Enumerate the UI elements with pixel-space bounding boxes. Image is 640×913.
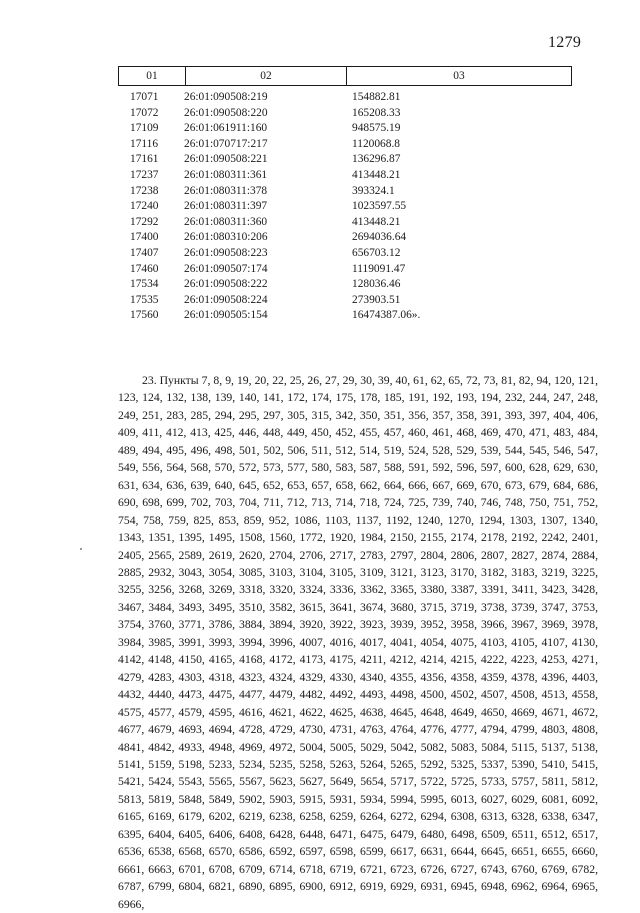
table-body [118,90,572,324]
table-cell-3: 413448.21 [352,215,401,228]
table-cell-2: 26:01:080311:360 [184,215,268,228]
table-cell-3: 273903.51 [352,293,401,306]
table-cell-3: 656703.12 [352,246,401,259]
table-cell-2: 26:01:090508:224 [184,293,268,306]
table-cell-2: 26:01:090508:221 [184,153,268,166]
table-cell-2: 26:01:080311:397 [184,200,268,213]
table-cell-1: 17535 [130,293,159,306]
table-row [118,308,572,324]
table-cell-3: 128036.46 [352,278,401,291]
table-cell-3: 154882.81 [352,91,401,103]
table-cell-2: 26:01:090508:220 [184,106,268,119]
table-row [118,152,572,168]
table-cell-1: 17071 [130,91,159,103]
column-header-03: 03 [453,70,465,82]
table-cell-2: 26:01:080311:361 [184,168,268,181]
table-row [118,246,572,262]
table-cell-2: 26:01:090508:223 [184,246,268,259]
table-cell-2: 26:01:090507:174 [184,262,268,275]
table-cell-3: 393324.1 [352,184,395,197]
table-cell-2: 26:01:080311:378 [184,184,268,197]
table-row [118,168,572,184]
paragraph-23: 23. Пункты 7, 8, 9, 19, 20, 22, 25, 26, 27, 29, 30, 39, 40, 61, 62, 65, 72, 73, 81, 82, 94, 120, 121, 123, 124, 132, 138, 139, 140, 141, 172, 174, 175, 178, 185, 191, 192, 193, 194, 232, 244, 247, 248, 249, 251, 283, 285, 294, 295, 297, 305, 315, 342, 350, 351, 356, 357, 358, 391, 393, 397, 404, 406, 409, 411, 412, 413, 425, 446, 448, 449, 450, 452, 455, 457, 460, 461, 468, 469, 470, 471, 483, 484, 489, 494, 495, 496, 498, 501, 502, 506, 511, 512, 514, 519, 524, 528, 529, 539, 544, 545, 546, 547, 549, 556, 564, 568, 570, 572, 573, 577, 580, 583, 587, 588, 591, 592, 596, 597, 600, 628, 629, 630, 631, 634, 636, 639, 640, 645, 652, 653, 657, 658, 662, 664, 666, 667, 669, 670, 673, 679, 684, 686, 690, 698, 699, 702, 703, 704, 711, 712, 713, 714, 718, 724, 725, 739, 740, 746, 748, 750, 751, 752, 754, 758, 759, 825, 853, 859, 952, 1086, 1103, 1137, 1192, 1240, 1270, 1294, 1303, 1307, 1340, 1343, 1351, 1395, 1495, 1508, 1560, 1772, 1920, 1984, 2150, 2155, 2174, 2178, 2192, 2242, 2401, 2405, 2565, 2589, 2619, 2620, 2704, 2706, 2717, 2783, 2797, 2804, 2806, 2807, 2827, 2874, 2884, 2885, 2932, 3043, 3054, 3085, 3103, 3104, 3105, 3109, 3121, 3123, 3170, 3182, 3183, 3219, 3225, 3255, 3256, 3268, 3269, 3318, 3320, 3324, 3336, 3362, 3365, 3380, 3387, 3391, 3411, 3423, 3428, 3467, 3484, 3493, 3495, 3510, 3582, 3615, 3641, 3674, 3680, 3715, 3719, 3738, 3739, 3747, 3753, 3754, 3760, 3771, 3786, 3884, 3894, 3920, 3922, 3923, 3939, 3952, 3958, 3966, 3967, 3969, 3978, 3984, 3985, 3991, 3993, 3994, 3996, 4007, 4016, 4017, 4041, 4054, 4075, 4103, 4105, 4107, 4130, 4142, 4148, 4150, 4165, 4168, 4172, 4173, 4175, 4211, 4212, 4214, 4215, 4222, 4223, 4253, 4271, 4279, 4283, 4303, 4318, 4323, 4324, 4329, 4330, 4340, 4355, 4356, 4358, 4359, 4378, 4396, 4403, 4432, 4440, 4473, 4475, 4477, 4479, 4482, 4492, 4493, 4498, 4500, 4502, 4507, 4508, 4513, 4558, 4575, 4577, 4579, 4595, 4616, 4621, 4622, 4625, 4638, 4645, 4648, 4649, 4650, 4669, 4671, 4672, 4677, 4679, 4693, 4694, 4728, 4729, 4730, 4731, 4763, 4764, 4776, 4777, 4794, 4799, 4803, 4808, 4841, 4842, 4933, 4948, 4969, 4972, 5004, 5005, 5029, 5042, 5082, 5083, 5084, 5115, 5137, 5138, 5141, 5159, 5198, 5233, 5234, 5235, 5258, 5263, 5264, 5265, 5292, 5325, 5337, 5390, 5410, 5415, 5421, 5424, 5543, 5565, 5567, 5623, 5627, 5649, 5654, 5717, 5722, 5725, 5733, 5757, 5811, 5812, 5813, 5819, 5848, 5849, 5902, 5903, 5915, 5931, 5934, 5994, 5995, 6013, 6027, 6029, 6081, 6092, 6165, 6169, 6179, 6202, 6219, 6238, 6258, 6259, 6264, 6272, 6294, 6308, 6313, 6328, 6338, 6347, 6395, 6404, 6405, 6406, 6408, 6428, 6448, 6471, 6475, 6479, 6480, 6498, 6509, 6511, 6512, 6517, 6536, 6538, 6568, 6570, 6586, 6592, 6597, 6598, 6599, 6617, 6631, 6644, 6645, 6651, 6655, 6660, 6661, 6663, 6701, 6708, 6709, 6714, 6718, 6719, 6721, 6723, 6726, 6727, 6743, 6760, 6769, 6782, 6787, 6799, 6804, 6821, 6890, 6895, 6900, 6912, 6919, 6929, 6931, 6945, 6948, 6962, 6964, 6965, 6966, [118,374,598,911]
table-cell-3: 1120068.8 [352,137,400,150]
table-cell-3: 413448.21 [352,168,401,181]
table-cell-3: 136296.87 [352,153,401,166]
table-cell-2: 26:01:080310:206 [184,231,268,244]
table-cell-3: 1023597.55 [352,200,407,213]
table-cell-3: 1119091.47 [352,262,406,275]
table-cell-3: 948575.19 [352,122,401,135]
table-cell-1: 17237 [130,168,159,181]
table-cell-1: 17560 [130,309,159,322]
scan-speck [80,548,82,550]
column-header-01: 01 [119,67,186,85]
table-row [118,262,572,278]
table-header [118,66,572,86]
column-header-02: 02 [186,67,347,85]
table-cell-1: 17460 [130,262,159,275]
table-cell-1: 17400 [130,231,159,244]
table-row [118,230,572,246]
table-cell-1: 17116 [130,137,159,150]
table-row [118,293,572,309]
table-cell-2: 26:01:090505:154 [184,309,268,322]
table-cell-2: 26:01:061911:160 [184,122,268,135]
table-cell-2: 26:01:090508:219 [184,91,268,103]
table-row [118,215,572,231]
table-cell-1: 17072 [130,106,159,119]
table-cell-1: 17161 [130,153,159,166]
table-row [118,137,572,153]
table-cell-1: 17292 [130,215,159,228]
table-cell-1: 17240 [130,200,159,213]
table-cell-2: 26:01:070717:217 [184,137,268,150]
table-cell-3: 16474387.06». [352,309,421,322]
page-number: 1279 [548,34,582,51]
table-cell-3: 165208.33 [352,106,401,119]
table-cell-1: 17238 [130,184,159,197]
table-cell-3: 2694036.64 [352,231,407,244]
table-cell-1: 17534 [130,278,159,291]
table-row [118,184,572,200]
table-cell-2: 26:01:090508:222 [184,278,268,291]
table-cell-1: 17407 [130,246,159,259]
table-row [118,90,572,106]
cadastral-table [118,66,572,324]
table-row [118,121,572,137]
table-cell-1: 17109 [130,122,159,135]
table-row [118,106,572,122]
table-row [118,277,572,293]
table-row [118,199,572,215]
